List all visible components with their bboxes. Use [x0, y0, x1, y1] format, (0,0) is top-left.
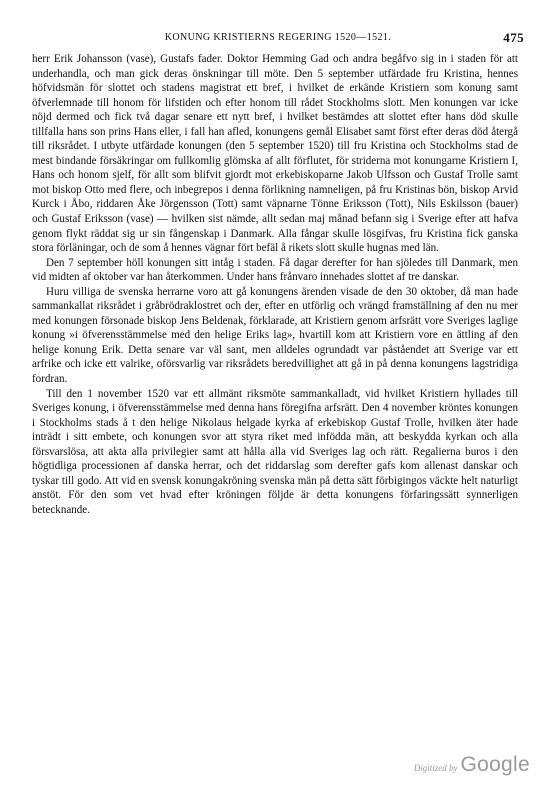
digitization-watermark — [414, 753, 530, 777]
watermark-prefix: Digitized by — [413, 763, 458, 773]
paragraph: Den 7 september höll konungen sitt intåg i staden. Få dagar derefter for han sjöledes till Danmark, men vid midten af oktober var han återkommen. Under hans frånvaro innehades slottet af tre danskar. — [32, 256, 518, 284]
page-number: 475 — [503, 30, 524, 45]
body-text — [32, 52, 518, 518]
watermark-logo: Google — [460, 753, 530, 776]
paragraph: Till den 1 november 1520 var ett allmänt riksmöte sammankalladt, vid hvilket Kristiern hyllades till Sveriges konung, i öfverensstämmelse med denna hans föregifna arfsrätt. Den 4 november kröntes konungen i Stockholms stads å t den helige Nikolaus helgade kyrka af erkebiskop Gustaf Trolle, hvilken äter hade inträdt i sitt embete, och konungen svor att styra riket med infödda män, att beskydda kyrkan och alla försvarslösa, att akta alla privilegier samt att hålla alla vid Sveriges lag och rätt. Regalierna buros i den högtidliga processionen af danska herrar, och det riddarslag som derefter gafs kom allenast danskar och tyskar till godo. Att vid en svensk konungakröning svenska män på detta sätt förbigingos väckte helt naturligt anstöt. För den som vet hvad efter kröningen följde är detta konungens förfaringssätt synnerligen betecknande. — [32, 387, 518, 516]
running-title: KONUNG KRISTIERNS REGERING 1520—1521. — [164, 32, 392, 43]
running-head — [32, 32, 524, 48]
paragraph: herr Erik Johansson (vase), Gustafs fader. Doktor Hemming Gad och andra begåfvo sig in i staden för att underhandla, och man gick deras önskningar till möte. Den 5 september utfärdade fru Kristina, hennes höfvidsmän för slottet och stadens magistrat ett bref, i hvilket de erkände Kristiern som konung samt öfverlemnade till honom för lifstiden och efter honom till rådet Stockholms slott. Men konungen var icke nöjd dermed och fick två dagar senare ett nytt bref, i hvilket bestämdes att slottet efter hans död skulle tillfalla hans son prins Hans eller, i fall han afled, konungens gemål Elisabet samt först efter deras död återgå till riksrådet. I utbyte utfärdade konungen (den 5 september 1520) till fru Kristina och Stockholms stad de mest bindande försäkringar om fullkomlig glömska af allt förflutet, för striderna mot konungarne Kristiern I, Hans och honom sjelf, för allt som blifvit gjordt mot erkebiskoparne Jakob Ulfsson och Gustaf Trolle samt mot biskop Otto med flere, och inbegrepos i denna förlikning namneligen, på fru Kristinas bön, biskop Arvid Kurck i Åbo, riddaren Åke Jörgensson (Tott) samt väpnarne Tönne Eriksson (Tott), Nils Eskilsson (bauer) och Gustaf Eriksson (vase) — hvilken sist nämde, allt sedan maj månad befann sig i Sverige efter att hafva genom flykt räddat sig ur sin fångenskap i Danmark. Alla fångar skulle lösgifvas, fru Kristina fick ganska stora förläningar, och de som å hennes vägnar fört befäl å rikets slott skulle hugnas med län. — [32, 53, 518, 255]
paragraph: Huru villiga de svenska herrarne voro att gå konungens ärenden visade de den 30 oktober, då man hade sammankallat riksrådet i gråbrödraklostret och der, efter en utförlig och vrängd framställning af den nu mer med konungen försonade biskop Jens Beldenak, förklarade, att Kristiern genom arfsrätt vore Sveriges laglige konung »i öfverensstämmelse med den helige Eriks lag», hvartill kom att Kristiern vore en ättling af den helige konung Erik. Detta senare var väl sant, men alldeles ogrundadt var påståendet att Sverige var ett arfrike och icke ett valrike, oförsvarlig var riksrådets beredvillighet att gå in på denna konungens lagstridiga fordran. — [32, 285, 518, 386]
